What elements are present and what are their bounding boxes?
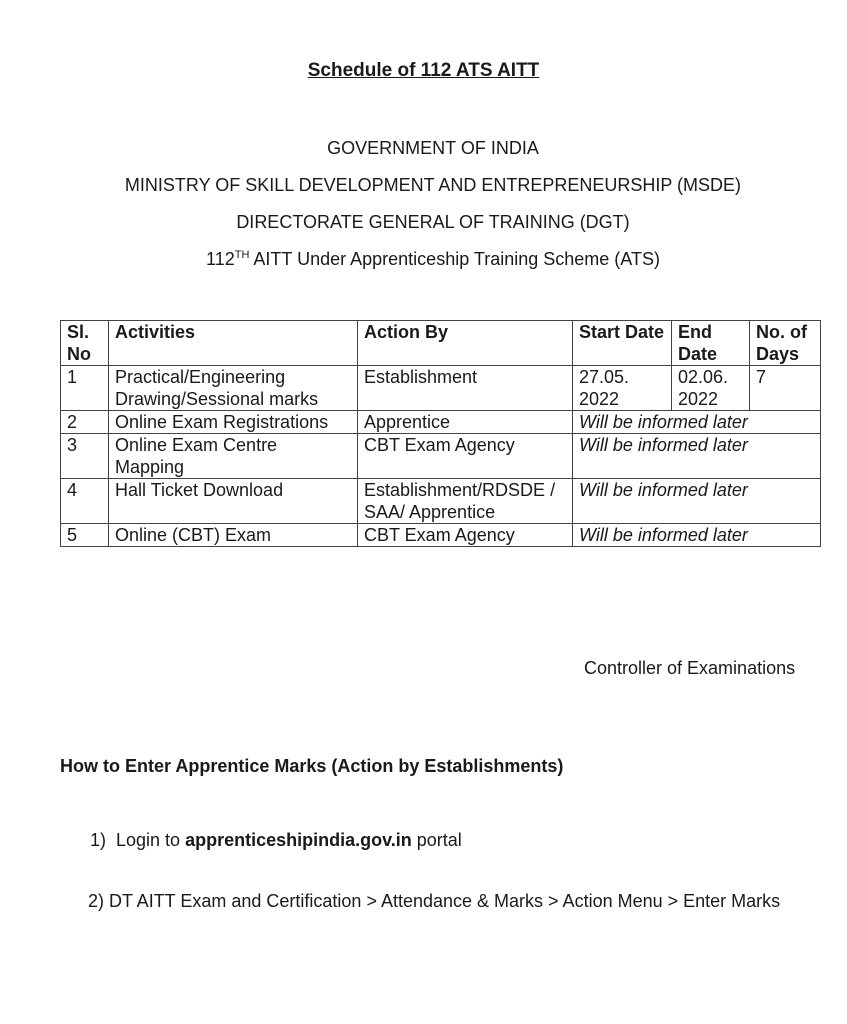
howto-heading: How to Enter Apprentice Marks (Action by Establishments) bbox=[60, 756, 564, 776]
header-scheme-superscript: TH bbox=[234, 249, 250, 261]
cell-action-by: Establishment/RDSDE / SAA/ Apprentice bbox=[358, 479, 573, 524]
table-row bbox=[61, 366, 821, 411]
signature-controller: Controller of Examinations bbox=[584, 658, 796, 678]
header-ministry: MINISTRY OF SKILL DEVELOPMENT AND ENTREPRENEURSHIP (MSDE) bbox=[124, 175, 742, 195]
portal-url-link[interactable]: apprenticeshipindia.gov.in bbox=[185, 830, 412, 850]
cell-end-date: 02.06. 2022 bbox=[672, 366, 750, 411]
cell-action-by: CBT Exam Agency bbox=[358, 434, 573, 479]
cell-activity: Online Exam Registrations bbox=[109, 411, 358, 434]
cell-action-by: Establishment bbox=[358, 366, 573, 411]
header-scheme-number: 112 bbox=[206, 249, 235, 269]
col-header-activities: Activities bbox=[109, 321, 358, 366]
cell-action-by: Apprentice bbox=[358, 411, 573, 434]
cell-dates-note: Will be informed later bbox=[573, 479, 821, 524]
col-header-action-by: Action By bbox=[358, 321, 573, 366]
col-header-no-of-days: No. of Days bbox=[750, 321, 821, 366]
step1-suffix: portal bbox=[411, 830, 462, 850]
col-header-end-date: End Date bbox=[672, 321, 750, 366]
cell-no-of-days: 7 bbox=[750, 366, 821, 411]
cell-action-by: CBT Exam Agency bbox=[358, 524, 573, 547]
step1-prefix: 1) Login to bbox=[90, 830, 186, 850]
header-directorate: DIRECTORATE GENERAL OF TRAINING (DGT) bbox=[236, 212, 630, 232]
cell-dates-note: Will be informed later bbox=[573, 524, 821, 547]
cell-activity: Online Exam Centre Mapping bbox=[109, 434, 358, 479]
cell-dates-note: Will be informed later bbox=[573, 411, 821, 434]
cell-activity: Online (CBT) Exam bbox=[109, 524, 358, 547]
howto-step-1 bbox=[90, 830, 462, 851]
document-title: Schedule of 112 ATS AITT bbox=[307, 60, 540, 81]
cell-start-date: 27.05. 2022 bbox=[573, 366, 672, 411]
cell-activity: Practical/Engineering Drawing/Sessional marks bbox=[109, 366, 358, 411]
cell-sl-no: 5 bbox=[61, 524, 109, 547]
table-row bbox=[61, 411, 821, 434]
table-row bbox=[61, 479, 821, 524]
header-scheme bbox=[0, 249, 847, 270]
header-government: GOVERNMENT OF INDIA bbox=[327, 138, 539, 158]
cell-sl-no: 4 bbox=[61, 479, 109, 524]
cell-sl-no: 1 bbox=[61, 366, 109, 411]
howto-step-2: 2) DT AITT Exam and Certification > Attendance & Marks > Action Menu > Enter Marks bbox=[88, 891, 781, 911]
cell-dates-note: Will be informed later bbox=[573, 434, 821, 479]
schedule-table bbox=[60, 320, 821, 547]
cell-sl-no: 3 bbox=[61, 434, 109, 479]
table-header-row bbox=[61, 321, 821, 366]
cell-sl-no: 2 bbox=[61, 411, 109, 434]
header-scheme-text: AITT Under Apprenticeship Training Scheme (ATS) bbox=[249, 249, 660, 269]
cell-activity: Hall Ticket Download bbox=[109, 479, 358, 524]
table-row bbox=[61, 434, 821, 479]
col-header-start-date: Start Date bbox=[573, 321, 672, 366]
table-row bbox=[61, 524, 821, 547]
col-header-sl-no: Sl. No bbox=[61, 321, 109, 366]
